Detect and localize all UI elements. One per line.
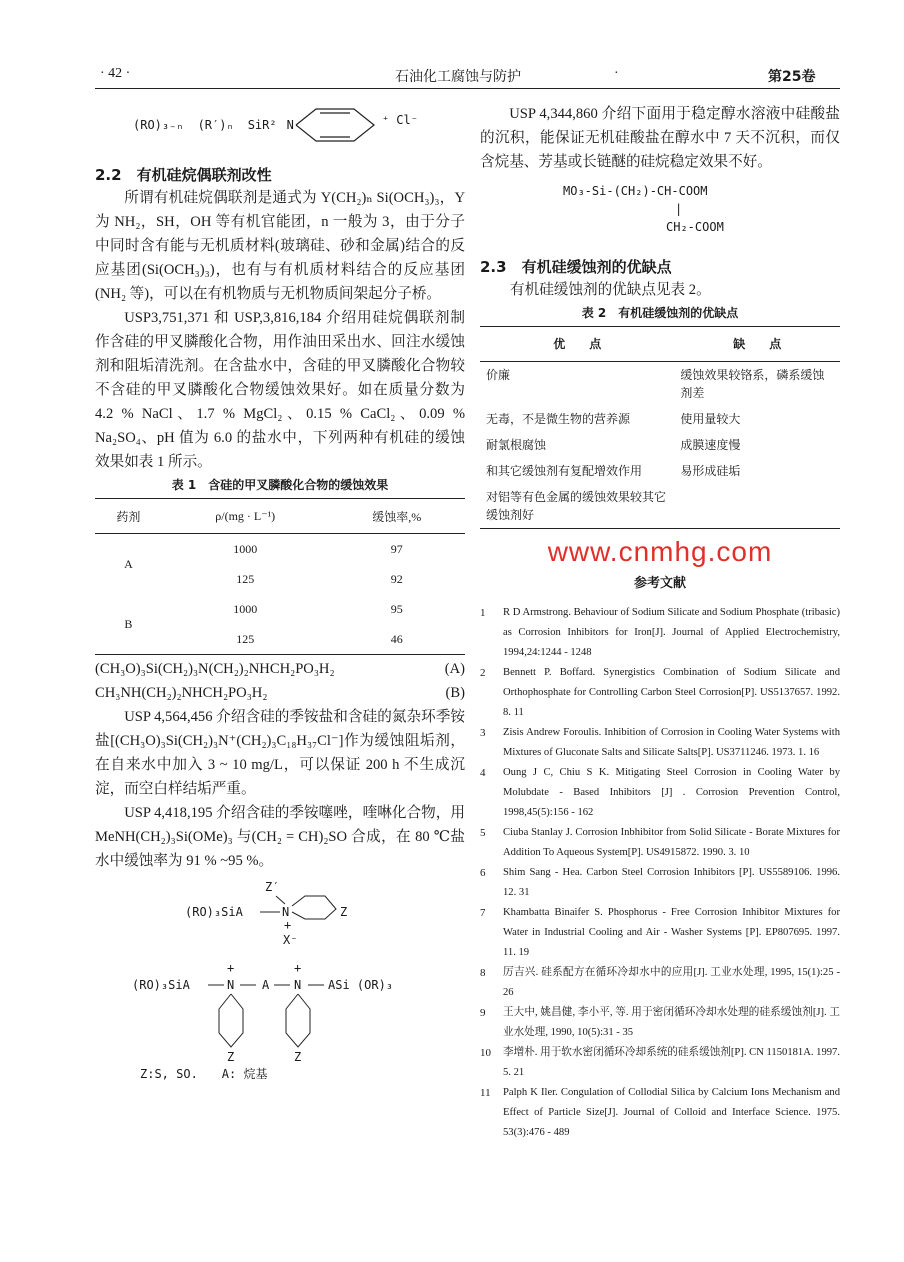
- struct-label: +: [227, 961, 235, 975]
- reference-number: 3: [480, 727, 486, 739]
- formula-a: (CH₃O)₃Si(CH₂)₃N(CH₂)₂NHCH₂PO₃H₂: [95, 661, 335, 677]
- reference-number: 5: [480, 827, 486, 839]
- table1-rate: 95: [390, 601, 403, 616]
- reference-item: [480, 1083, 840, 1143]
- table1-conc: 1000: [233, 541, 258, 556]
- struct-label: (RO)₃SiA: [185, 905, 243, 919]
- header-dot: ·: [614, 66, 619, 81]
- table2-caption: 表 2 有机硅缓蚀剂的优缺点: [581, 306, 739, 320]
- table1-conc: 125: [236, 571, 255, 586]
- struct-label: N: [282, 905, 290, 919]
- formula-b: CH₃NH(CH₂)₂NHCH₂PO₃H₂: [95, 685, 268, 701]
- table2-disadvantage: 成膜速度慢: [680, 438, 741, 452]
- table1-header: 缓蚀率,%: [372, 509, 422, 524]
- formula-a-line: [95, 657, 465, 681]
- reference-number: 7: [480, 907, 486, 919]
- reference-item: [480, 823, 840, 863]
- reference-text: 李增朴. 用于软水密闭循环冷却系统的硅系缓蚀剂[P]. CN 1150181A. 1997. 5. 21: [503, 1047, 840, 1078]
- formula-b-line: [95, 681, 465, 705]
- formula-bond: |: [675, 202, 683, 216]
- structure-legend: Z:S, SO. A: 烷基: [140, 1067, 268, 1081]
- table1-conc: 125: [236, 631, 255, 646]
- table-row: [480, 484, 840, 529]
- reference-text: Oung J C, Chiu S K. Mitigating Steel Corrosion in Cooling Water by Molubdate - Based Inhibitors [J] . Corrosion Prevention Control, 1998,45(5):156 - 162: [503, 767, 840, 818]
- struct-label: ASi (OR)₃: [328, 978, 394, 992]
- table2-advantage: 对铝等有色金属的缓蚀效果较其它缓蚀剂好: [486, 490, 667, 522]
- reference-text: 厉吉兴. 硅系配方在循环冷却水中的应用[J]. 工业水处理, 1995, 15(1):25 - 26: [503, 967, 840, 998]
- reference-text: R D Armstrong. Behaviour of Sodium Silicate and Sodium Phosphate (tribasic) as Corrosion Inhibitors for Iron[J]. Journal of Applied Electrochemistry, 1994,24:1244 - 1248: [503, 607, 840, 658]
- reference-text: Palph K Iler. Congulation of Collodial Silica by Calcium Ions Mechanism and Effect of Particle Size[J]. Journal of Colloid and Interface Science. 1975. 53(3):476 - 489: [503, 1087, 840, 1138]
- table-row: [480, 362, 840, 407]
- pyridine-ring-icon: [294, 103, 378, 147]
- table1-agent: B: [124, 616, 133, 631]
- reference-text: Bennett P. Boffard. Synergistics Combination of Sodium Silicate and Orthophosphate for Controlling Carbon Steel Corrosion[P]. US5137657. 1992. 8. 11: [503, 667, 840, 718]
- table1-rate: 46: [390, 631, 403, 646]
- reference-text: Khambatta Binaifer S. Phosphorus - Free Corrosion Inhibitor Mixtures for Water in Industrial Cooling and Air - Washer Systems [P]. EP807695. 1997. 11. 19: [503, 907, 840, 958]
- struct-label: (RO)₃SiA: [132, 978, 190, 992]
- formula-part: N: [286, 118, 294, 132]
- table2-advantage: 价廉: [486, 368, 511, 382]
- struct-label: +: [294, 961, 302, 975]
- table1: [95, 498, 465, 655]
- paragraph: USP 4,418,195 介绍含硅的季铵噻唑，喹啉化合物，用 MeNH(CH₂)₃Si(OMe)₃ 与(CH₂ = CH)₂SO 合成，在 80 ℃盐水中缓蚀率为 91 % ~95 %。: [95, 805, 465, 869]
- reference-item: [480, 663, 840, 723]
- section-heading-2-2: 2.2 有机硅烷偶联剂改性: [95, 166, 272, 184]
- table2-advantage: 耐氯根腐蚀: [486, 438, 547, 452]
- reference-number: 10: [480, 1047, 491, 1059]
- table2-disadvantage: 缓蚀效果较铬系，磷系缓蚀剂差: [680, 368, 825, 400]
- journal-title: 石油化工腐蚀与防护: [395, 69, 521, 85]
- reference-number: 8: [480, 967, 486, 979]
- struct-label: N: [227, 978, 235, 992]
- reference-number: 2: [480, 667, 486, 679]
- quaternary-ammonium-structures: [100, 873, 440, 1063]
- references-title: 参考文献: [633, 576, 686, 591]
- struct-label: Z: [340, 905, 348, 919]
- reference-item: [480, 1043, 840, 1083]
- table-row: [480, 432, 840, 458]
- reference-text: Ciuba Stanlay J. Corrosion Inbhibitor from Solid Silicate - Borate Mixtures for Addition To Aqueous System[P]. US4915872. 1990. 3. 10: [503, 827, 840, 858]
- reference-list: [480, 603, 840, 1143]
- table1-agent: A: [124, 556, 133, 571]
- reference-number: 1: [480, 607, 486, 619]
- reference-item: [480, 963, 840, 1003]
- reference-number: 4: [480, 767, 486, 779]
- section-heading-2-3: 2.3 有机硅缓蚀剂的优缺点: [480, 258, 672, 276]
- formula-line: MO₃-Si-(CH₂)-CH-COOM: [563, 184, 708, 198]
- table2-disadvantage: 使用量较大: [680, 412, 741, 426]
- table1-rate: 92: [390, 571, 403, 586]
- table2: [480, 326, 840, 529]
- header-rule: [95, 88, 840, 89]
- paragraph: USP 4,564,456 介绍含硅的季铵盐和含硅的氮杂环季铵盐[(CH₃O)₃Si(CH₂)₃N⁺(CH₂)₃C₁₈H₃₇Cl⁻]作为缓蚀阻垢剂，在自来水中加入 3 ~ 10 mg/L，可以保证 200 h 不生成沉淀，而空白样结垢严重。: [95, 709, 465, 797]
- table-row: [480, 458, 840, 484]
- reference-text: Shim Sang - Hea. Carbon Steel Corrosion Inhibitors [P]. US5589106. 1996. 12. 31: [503, 867, 840, 898]
- struct-label: Z′: [265, 880, 280, 894]
- volume-label: 第25卷: [768, 69, 816, 85]
- table2-advantage: 无毒，不是微生物的营养源: [486, 412, 631, 426]
- paragraph: 有机硅缓蚀剂的优缺点见表 2。: [510, 282, 711, 298]
- table1-header: ρ/(mg · L⁻¹): [215, 508, 276, 523]
- formula-part: SiR²: [247, 118, 277, 132]
- struct-label: +: [284, 918, 292, 932]
- table-row: [95, 594, 465, 624]
- formula-part: (R′)ₙ: [197, 118, 234, 132]
- paragraph: 所谓有机硅烷偶联剂是通式为 Y(CH₂)ₙ Si(OCH₃)₃，Y 为 NH₂，SH，OH 等有机官能团，n 一般为 3，由于分子中同时含有能与无机质材料(玻璃硅、砂和金属)结合的反应基团(Si(OCH₃)₃)，也有与有机质材料结合的反应基团(NH₂ 等)，可以在有机物质与无机物质间架起分子桥。: [95, 190, 465, 302]
- watermark: www.cnmhg.com: [547, 536, 773, 567]
- reference-number: 11: [480, 1087, 491, 1099]
- formula-part: (RO)₃₋ₙ: [133, 118, 184, 132]
- formula-a-label: (A): [444, 661, 465, 677]
- struct-label: N: [294, 978, 302, 992]
- reference-item: [480, 763, 840, 823]
- table-row: [480, 406, 840, 432]
- formula-line: CH₂-COOM: [666, 220, 724, 234]
- chloride-label: ⁺ Cl⁻: [381, 113, 418, 127]
- struct-label: Z: [294, 1050, 302, 1063]
- paragraph: USP3,751,371 和 USP,3,816,184 介绍用硅烷偶联剂制作含硅的甲叉膦酸化合物，用作油田采出水、回注水缓蚀剂和阻垢清洗剂。在含盐水中，含硅的甲叉膦酸化合物较不含硅的甲叉膦酸化合物缓蚀效果好。如在质量分数为 4.2 % NaCl、1.7 % MgCl₂、0.15 % CaCl₂、0.09 % Na₂SO₄、pH 值为 6.0 的盐水中，下列两种有机硅的缓蚀效果如表 1 所示。: [95, 310, 465, 470]
- reference-number: 6: [480, 867, 486, 879]
- struct-label: A: [262, 978, 270, 992]
- table1-caption: 表 1 含硅的甲叉膦酸化合物的缓蚀效果: [171, 478, 389, 492]
- reference-text: Zisis Andrew Foroulis. Inhibition of Corrosion in Cooling Water Systems with Mixtures of Gluconate Salts and Silicate Salts[P]. US3711246. 1973. 1. 16: [503, 727, 840, 758]
- struct-label: Z: [227, 1050, 235, 1063]
- table2-header: 缺 点: [733, 337, 782, 351]
- reference-item: [480, 723, 840, 763]
- carboxylate-silane-formula: [480, 182, 840, 236]
- reference-item: [480, 603, 840, 663]
- right-column: [480, 100, 840, 1143]
- left-column: [95, 100, 465, 1082]
- table2-advantage: 和其它缓蚀剂有复配增效作用: [486, 464, 643, 478]
- table2-disadvantage: [674, 484, 840, 529]
- paragraph: USP 4,344,860 介绍下面用于稳定醇水溶液中硅酸盐的沉积，能保证无机硅酸盐在醇水中 7 天不沉积，而仅含烷基、芳基或长链醚的硅烷稳定效果不好。: [480, 106, 840, 170]
- pyridinium-formula: [95, 100, 465, 150]
- table1-header: 药剂: [116, 509, 141, 524]
- reference-text: 王大中, 姚昌健, 李小平, 等. 用于密闭循环冷却水处理的硅系缓蚀剂[J]. 工业水处理, 1990, 10(5):31 - 35: [503, 1007, 840, 1038]
- table1-rate: 97: [390, 541, 403, 556]
- reference-item: [480, 1003, 840, 1043]
- page-number: · 42 ·: [100, 66, 131, 81]
- table2-disadvantage: 易形成硅垢: [680, 464, 741, 478]
- table2-header: 优 点: [553, 337, 602, 351]
- reference-number: 9: [480, 1007, 486, 1019]
- reference-item: [480, 903, 840, 963]
- table1-conc: 1000: [233, 601, 258, 616]
- table-row: [95, 534, 465, 565]
- reference-item: [480, 863, 840, 903]
- struct-label: X⁻: [283, 933, 298, 947]
- formula-b-label: (B): [445, 685, 465, 701]
